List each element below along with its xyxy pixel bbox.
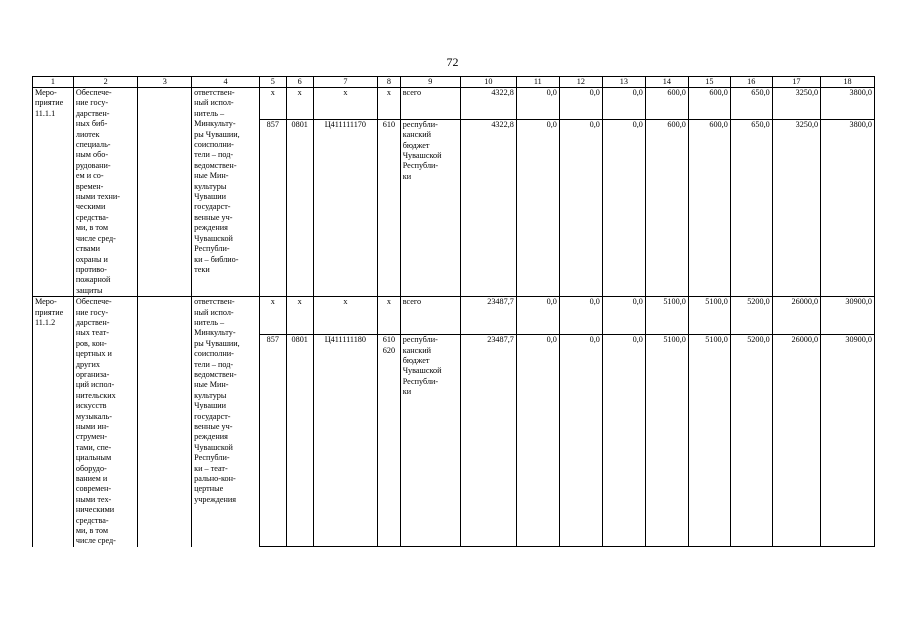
text-line: приятие <box>35 307 64 317</box>
column-header-11: 11 <box>516 77 559 88</box>
text-line: Чувашии <box>194 401 227 411</box>
text-line: ки – теат- <box>194 463 228 473</box>
text-line: ствами <box>75 244 101 254</box>
text-line: венные уч- <box>194 422 233 431</box>
text-line: ответствен- <box>194 297 235 307</box>
amount-cell-10: 23487,7 <box>460 335 516 547</box>
amount-cell-13: 0,0 <box>602 88 645 120</box>
amount-cell-18: 3800,0 <box>821 119 875 296</box>
text-line: ческими <box>75 202 106 212</box>
amount-cell-14: 5100,0 <box>645 297 688 335</box>
expense-type-cell: 610 <box>378 119 401 296</box>
text-line: числе сред- <box>75 536 116 546</box>
text-line: Республи- <box>402 376 439 386</box>
text-line: Чувашской <box>402 151 442 161</box>
page-number: 72 <box>446 55 459 69</box>
text-line: средства- <box>75 515 109 525</box>
expense-type-cell <box>378 335 401 547</box>
text-line: ный испол- <box>194 98 234 108</box>
text-line: ными техни- <box>75 192 121 202</box>
text-line: ведомствен- <box>194 160 237 170</box>
text-line: Минкульту- <box>194 119 236 129</box>
target-code-cell: Ц411111180 <box>313 335 378 547</box>
amount-cell-12: 0,0 <box>559 335 602 547</box>
text-line: канский <box>402 130 431 140</box>
text-line: ных теат- <box>75 328 109 338</box>
funding-source-cell <box>400 335 460 547</box>
text-line: тели – под- <box>194 150 234 160</box>
activity-cell <box>33 88 74 297</box>
text-line: ры Чувашии, <box>194 338 240 348</box>
text-line: нитель – <box>194 317 225 327</box>
table-body <box>33 77 875 547</box>
text-line: цертные <box>194 484 224 494</box>
text-line: оборудо- <box>75 463 107 473</box>
text-line: государст- <box>194 411 231 421</box>
text-line: искусств <box>75 401 107 411</box>
text-line: Республи- <box>194 453 230 463</box>
column-header-9: 9 <box>400 77 460 88</box>
funding-source-cell <box>400 88 460 120</box>
text-line: 620 <box>382 345 396 355</box>
amount-cell-18: 30900,0 <box>821 335 875 547</box>
description-cell <box>73 88 138 297</box>
column-header-17: 17 <box>772 77 820 88</box>
text-line: ванием и <box>75 474 108 484</box>
column-header-14: 14 <box>645 77 688 88</box>
text-line: современ- <box>75 484 112 494</box>
text-line: противо- <box>75 264 107 274</box>
section-code-cell: x <box>286 297 313 335</box>
column-header-3: 3 <box>138 77 192 88</box>
text-line: Обеспече- <box>75 297 112 307</box>
text-line: ные Мин- <box>194 171 229 181</box>
amount-cell-15: 5100,0 <box>688 297 730 335</box>
text-line: струмен- <box>75 432 108 442</box>
ministry-code-cell: x <box>259 88 286 120</box>
amount-cell-16: 5200,0 <box>730 297 772 335</box>
text-line: соисполни- <box>194 140 234 150</box>
text-line: дарствен- <box>75 108 110 118</box>
text-line: охраны и <box>75 254 108 264</box>
text-line: Чувашской <box>194 233 233 243</box>
column-header-16: 16 <box>730 77 772 88</box>
text-line: дарствен- <box>75 317 110 327</box>
amount-cell-16: 650,0 <box>730 88 772 120</box>
text-line: всего <box>402 88 422 97</box>
amount-cell-10: 4322,8 <box>460 88 516 120</box>
text-line: Чувашии <box>194 192 227 202</box>
text-line: Минкульту- <box>194 328 236 338</box>
column-header-10: 10 <box>460 77 516 88</box>
text-line: других <box>75 359 100 369</box>
text-line: республи- <box>402 119 438 129</box>
column-header-12: 12 <box>559 77 602 88</box>
expense-type-cell: x <box>378 88 401 120</box>
funding-source-cell <box>400 119 460 296</box>
amount-cell-16: 5200,0 <box>730 335 772 547</box>
text-line: тели – под- <box>194 359 234 369</box>
empty-cell <box>138 88 192 297</box>
text-line: Республи- <box>194 244 230 254</box>
amount-cell-12: 0,0 <box>559 88 602 120</box>
amount-cell-12: 0,0 <box>559 119 602 296</box>
text-line: всего <box>402 297 422 307</box>
text-line: времен- <box>75 181 104 191</box>
column-header-4: 4 <box>192 77 260 88</box>
table-row <box>33 88 875 120</box>
funding-source-cell <box>400 297 460 335</box>
text-line: бюджет <box>402 140 430 150</box>
text-line: Чувашской <box>402 366 442 376</box>
column-header-8: 8 <box>378 77 401 88</box>
text-line: ный испол- <box>194 307 234 317</box>
text-line: Меро- <box>35 297 57 307</box>
amount-cell-10: 23487,7 <box>460 297 516 335</box>
text-line: рально-кон- <box>194 474 236 484</box>
column-header-15: 15 <box>688 77 730 88</box>
text-line: ки <box>402 387 412 397</box>
column-header-18: 18 <box>821 77 875 88</box>
text-line: учреждения <box>194 494 237 504</box>
text-line: Меро- <box>35 88 57 97</box>
text-line: нитель – <box>194 108 225 118</box>
text-line: рудовани- <box>75 160 111 170</box>
text-line: культуры <box>194 181 227 191</box>
amount-cell-17: 26000,0 <box>772 335 820 547</box>
text-line: реждения <box>194 223 228 233</box>
text-line: ных биб- <box>75 119 108 129</box>
amount-cell-14: 600,0 <box>645 88 688 120</box>
amount-cell-15: 600,0 <box>688 119 730 296</box>
text-line: ми, в том <box>75 526 109 536</box>
text-line: ответствен- <box>194 88 235 97</box>
text-line: государст- <box>194 202 231 212</box>
section-code-cell: x <box>286 88 313 120</box>
amount-cell-17: 3250,0 <box>772 119 820 296</box>
text-line: ными ин- <box>75 422 109 431</box>
target-code-cell: Ц411111170 <box>313 119 378 296</box>
text-line: ем и со- <box>75 171 104 181</box>
amount-cell-14: 600,0 <box>645 119 688 296</box>
amount-cell-11: 0,0 <box>516 119 559 296</box>
text-line: 11.1.2 <box>35 317 56 327</box>
empty-cell <box>138 297 192 547</box>
text-line: нительских <box>75 390 116 400</box>
ministry-code-cell: x <box>259 297 286 335</box>
column-header-5: 5 <box>259 77 286 88</box>
text-line: ций испол- <box>75 380 115 390</box>
target-code-cell: x <box>313 88 378 120</box>
section-code-cell: 0801 <box>286 335 313 547</box>
text-line: ние госу- <box>75 98 109 108</box>
amount-cell-15: 5100,0 <box>688 335 730 547</box>
ministry-code-cell: 857 <box>259 119 286 296</box>
amount-cell-13: 0,0 <box>602 119 645 296</box>
column-header-6: 6 <box>286 77 313 88</box>
description-cell <box>73 297 138 547</box>
text-line: Чувашской <box>194 442 233 452</box>
responsible-cell <box>192 297 260 547</box>
text-line: пожарной <box>75 275 111 285</box>
amount-cell-11: 0,0 <box>516 88 559 120</box>
text-line: ние госу- <box>75 307 109 317</box>
amount-cell-15: 600,0 <box>688 88 730 120</box>
header-row <box>33 77 875 88</box>
text-line: ки – библио- <box>194 254 239 264</box>
text-line: ным обо- <box>75 150 109 160</box>
amount-cell-12: 0,0 <box>559 297 602 335</box>
text-line: теки <box>194 264 210 274</box>
expense-type-cell: x <box>378 297 401 335</box>
text-line: культуры <box>194 390 227 400</box>
amount-cell-10: 4322,8 <box>460 119 516 296</box>
amount-cell-16: 650,0 <box>730 119 772 296</box>
text-line: ными тех- <box>75 494 112 504</box>
ministry-code-cell: 857 <box>259 335 286 547</box>
text-line: ры Чувашии, <box>194 129 240 139</box>
text-line: ническими <box>75 505 115 515</box>
section-code-cell: 0801 <box>286 119 313 296</box>
text-line: циальным <box>75 453 112 463</box>
text-line: канский <box>402 345 431 355</box>
text-line: защиты <box>75 285 103 295</box>
amount-cell-14: 5100,0 <box>645 335 688 547</box>
text-line: тами, спе- <box>75 442 112 452</box>
amount-cell-18: 30900,0 <box>821 297 875 335</box>
column-header-1: 1 <box>33 77 74 88</box>
amount-cell-17: 26000,0 <box>772 297 820 335</box>
text-line: приятие <box>35 98 64 108</box>
amount-cell-17: 3250,0 <box>772 88 820 120</box>
text-line: ки <box>402 171 412 181</box>
text-line: ров, кон- <box>75 338 107 348</box>
text-line: республи- <box>402 335 438 345</box>
text-line: 11.1.1 <box>35 108 56 118</box>
text-line: Республи- <box>402 161 439 171</box>
amount-cell-18: 3800,0 <box>821 88 875 120</box>
text-line: реждения <box>194 432 228 442</box>
text-line: числе сред- <box>75 233 116 243</box>
text-line: ные Мин- <box>194 380 229 390</box>
text-line: цертных и <box>75 349 112 359</box>
text-line: 610 <box>382 335 396 345</box>
responsible-cell <box>192 88 260 297</box>
text-line: ведомствен- <box>194 369 237 379</box>
amount-cell-11: 0,0 <box>516 297 559 335</box>
amount-cell-13: 0,0 <box>602 297 645 335</box>
text-line: организа- <box>75 369 110 379</box>
target-code-cell: x <box>313 297 378 335</box>
text-line: ми, в том <box>75 223 109 233</box>
text-line: специаль- <box>75 140 111 150</box>
column-header-13: 13 <box>602 77 645 88</box>
budget-table <box>32 76 875 547</box>
table-row <box>33 297 875 335</box>
amount-cell-11: 0,0 <box>516 335 559 547</box>
column-header-2: 2 <box>73 77 138 88</box>
text-line: Обеспече- <box>75 88 112 97</box>
text-line: лиотек <box>75 129 100 139</box>
text-line: соисполни- <box>194 349 234 359</box>
amount-cell-13: 0,0 <box>602 335 645 547</box>
activity-cell <box>33 297 74 547</box>
text-line: средства- <box>75 212 109 222</box>
text-line: венные уч- <box>194 212 233 222</box>
text-line: музыкаль- <box>75 411 112 421</box>
text-line: бюджет <box>402 356 430 366</box>
column-header-7: 7 <box>313 77 378 88</box>
